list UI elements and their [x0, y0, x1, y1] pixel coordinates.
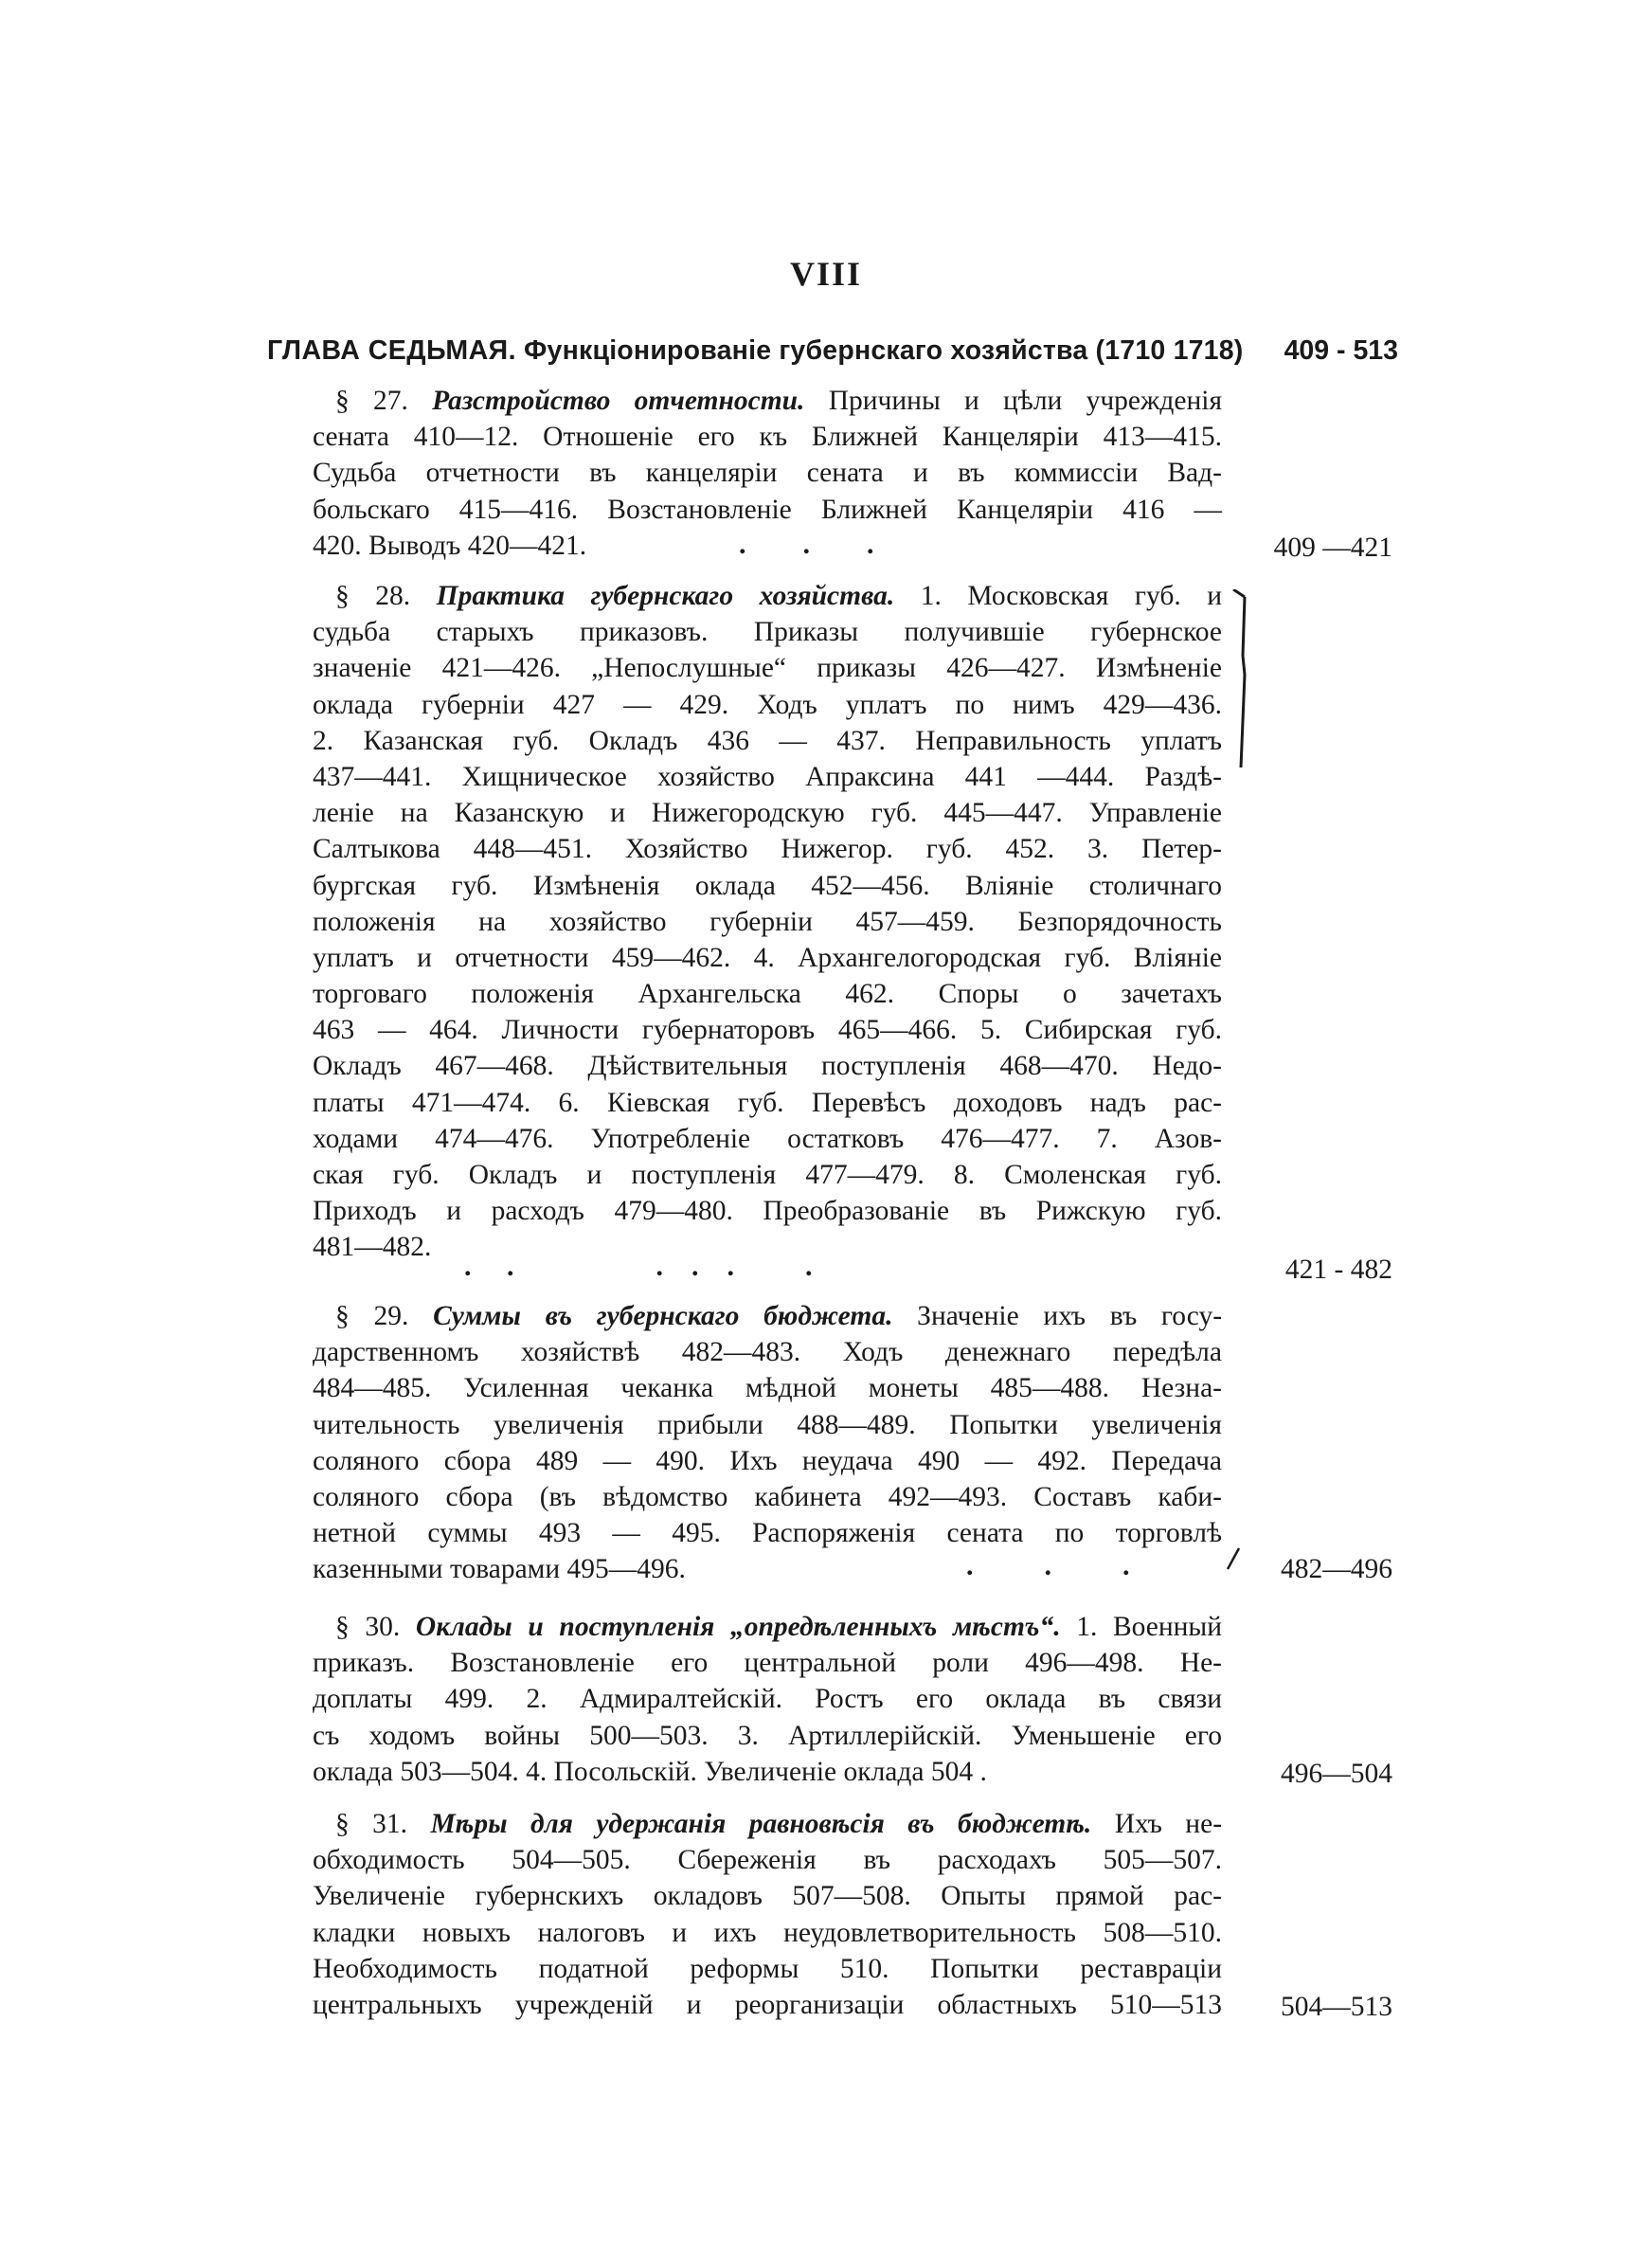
section-line: больскаго 415—416. Возстановленiе Ближней Канцелярiи 416 —: [313, 494, 1222, 525]
section-line: 484—485. Усиленная чеканка мѣдной монеты 485—488. Незна-: [313, 1373, 1222, 1404]
section-line: положенiя на хозяйство губернiи 457—459. Безпорядочность: [313, 906, 1222, 937]
section-line: торговаго положенiя Архангельска 462. Споры о зачетахъ: [313, 979, 1222, 1010]
section-line: Приходъ и расходъ 479—480. Преобразованiе въ Рижскую губ.: [313, 1196, 1222, 1227]
section-line: сената 410—12. Отношенiе его къ Ближней Канцелярiи 413—415.: [313, 422, 1222, 453]
section-line: Салтыкова 448—451. Хозяйство Нижегор. губ. 452. 3. Петер-: [313, 834, 1222, 865]
section-line: Увеличенiе губернскихъ окладовъ 507—508. Опыты прямой рас-: [313, 1881, 1222, 1912]
section-line: § 28. Практика губернскаго хозяйства. 1. Московская губ. и: [335, 581, 1222, 611]
section-line: нетной суммы 493 — 495. Распоряженiя сената по торговлѣ: [313, 1518, 1222, 1549]
section-line: оклада 503—504. 4. Посольскiй. Увеличенiе оклада 504 .: [313, 1756, 987, 1787]
section-29: [313, 1298, 1222, 1588]
chapter-heading: [267, 335, 1244, 367]
section-page-range: 409 —421: [1273, 533, 1392, 563]
margin-bracket-mark: [1231, 589, 1247, 767]
section-line: уплатъ и отчетности 459—462. 4. Архангелогородская губ. Влiянiе: [313, 942, 1222, 973]
section-line: Окладъ 467—468. Дѣйствительныя поступленiя 468—470. Недо-: [313, 1051, 1222, 1082]
section-line: 2. Казанская губ. Окладъ 436 — 437. Неправильность уплатъ: [313, 725, 1222, 756]
section-line: съ ходомъ войны 500—503. 3. Артиллерiйскiй. Уменьшенiе его: [313, 1720, 1222, 1751]
section-title: Мѣры для удержанiя равновѣсiя въ бюджетѣ.: [430, 1809, 1092, 1839]
section-line: оклада губернiи 427 — 429. Ходъ уплатъ по нимъ 429—436.: [313, 689, 1222, 720]
section-line: ская губ. Окладъ и поступленiя 477—479. 8. Смоленская губ.: [313, 1160, 1222, 1190]
leader-dots: . . .: [739, 529, 874, 560]
section-line: § 29. Суммы въ губернскаго бюджета. Значенiе ихъ въ госу-: [335, 1301, 1223, 1331]
section-line: 420. Выводъ 420—421.: [313, 530, 587, 561]
section-line: чительность увеличенiя прибыли 488—489. Попытки увеличенiя: [313, 1409, 1222, 1440]
page-number: VIII: [789, 255, 863, 293]
chapter-heading-lead: ГЛАВА СЕДЬМАЯ.: [267, 335, 517, 366]
section-title: Разстройство отчетности.: [432, 386, 805, 416]
section-31: [313, 1806, 1222, 2023]
section-line: обходимость 504—505. Сбереженiя въ расходахъ 505—507.: [313, 1845, 1222, 1876]
section-line: 463 — 464. Личности губернаторовъ 465—466. 5. Сибирская губ.: [313, 1015, 1222, 1046]
section-line: значенiе 421—426. „Непослушные“ приказы 426—427. Измѣненiе: [313, 653, 1222, 684]
section-line: § 27. Разстройство отчетности. Причины и цѣли учрежденiя: [335, 386, 1223, 416]
section-line: соляного сбора (въ вѣдомство кабинета 492—493. Составъ каби-: [313, 1481, 1222, 1512]
section-title: Суммы въ губернскаго бюджета.: [433, 1301, 893, 1331]
chapter-page-range: 409 - 513: [1284, 335, 1398, 366]
section-line: соляного сбора 489 — 490. Ихъ неудача 490 — 492. Передача: [313, 1445, 1222, 1476]
section-line: бургская губ. Измѣненiя оклада 452—456. Влiянiе столичнаго: [313, 870, 1222, 901]
section-line: ленiе на Казанскую и Нижегородскую губ. 445—447. Управленiе: [313, 798, 1222, 829]
section-line: кладки новыхъ налоговъ и ихъ неудовлетворительность 508—510.: [313, 1917, 1222, 1948]
section-page-range: 496—504: [1281, 1759, 1392, 1789]
section-title: Практика губернскаго хозяйства.: [436, 581, 895, 611]
section-line: судьба старыхъ приказовъ. Приказы получившiе губернское: [313, 617, 1222, 648]
section-line: § 30. Оклады и поступленiя „опредѣленныхъ мѣстъ“. 1. Военный: [335, 1612, 1223, 1642]
section-line: 481—482.: [313, 1232, 432, 1263]
section-line: § 31. Мѣры для удержанiя равновѣсiя въ бюджетѣ. Ихъ не-: [335, 1809, 1223, 1839]
section-line: доплаты 499. 2. Адмиралтейскiй. Ростъ его оклада въ связи: [313, 1684, 1222, 1715]
section-line: Судьба отчетности въ канцелярiи сената и въ коммиссiи Вад-: [313, 458, 1222, 489]
section-line: ходами 474—476. Употребленiе остатковъ 476—477. 7. Азов-: [313, 1123, 1222, 1154]
section-line: казенными товарами 495—496.: [313, 1554, 686, 1585]
chapter-heading-title: Функцiонированiе губернскаго хозяйства (1710 1718): [524, 335, 1244, 366]
section-line: приказъ. Возстановленiе его центральной роли 496—498. Не-: [313, 1648, 1222, 1679]
section-page-range: 482—496: [1281, 1554, 1392, 1584]
section-28: [313, 578, 1222, 1266]
section-line: Необходимость податной реформы 510. Попытки реставрацiи: [313, 1953, 1222, 1984]
leader-dots: . . . . . .: [464, 1251, 813, 1282]
section-line: 437—441. Хищническое хозяйство Апраксина 441 —444. Раздѣ-: [313, 761, 1222, 792]
section-line: платы 471—474. 6. Кiевская губ. Перевѣсъ доходовъ надъ рас-: [313, 1087, 1222, 1118]
section-page-range: 504—513: [1281, 1992, 1392, 2022]
section-line: центральныхъ учрежденiй и реорганизацiи областныхъ 510—513: [313, 1989, 1222, 2020]
margin-slash-mark: [1224, 1544, 1243, 1573]
section-30: [313, 1609, 1222, 1790]
section-title: Оклады и поступленiя „опредѣленныхъ мѣстъ“.: [415, 1612, 1061, 1642]
section-line: дарственномъ хозяйствѣ 482—483. Ходъ денежнаго передѣла: [313, 1337, 1222, 1368]
leader-dots: . . .: [966, 1550, 1130, 1581]
section-page-range: 421 - 482: [1284, 1255, 1392, 1285]
